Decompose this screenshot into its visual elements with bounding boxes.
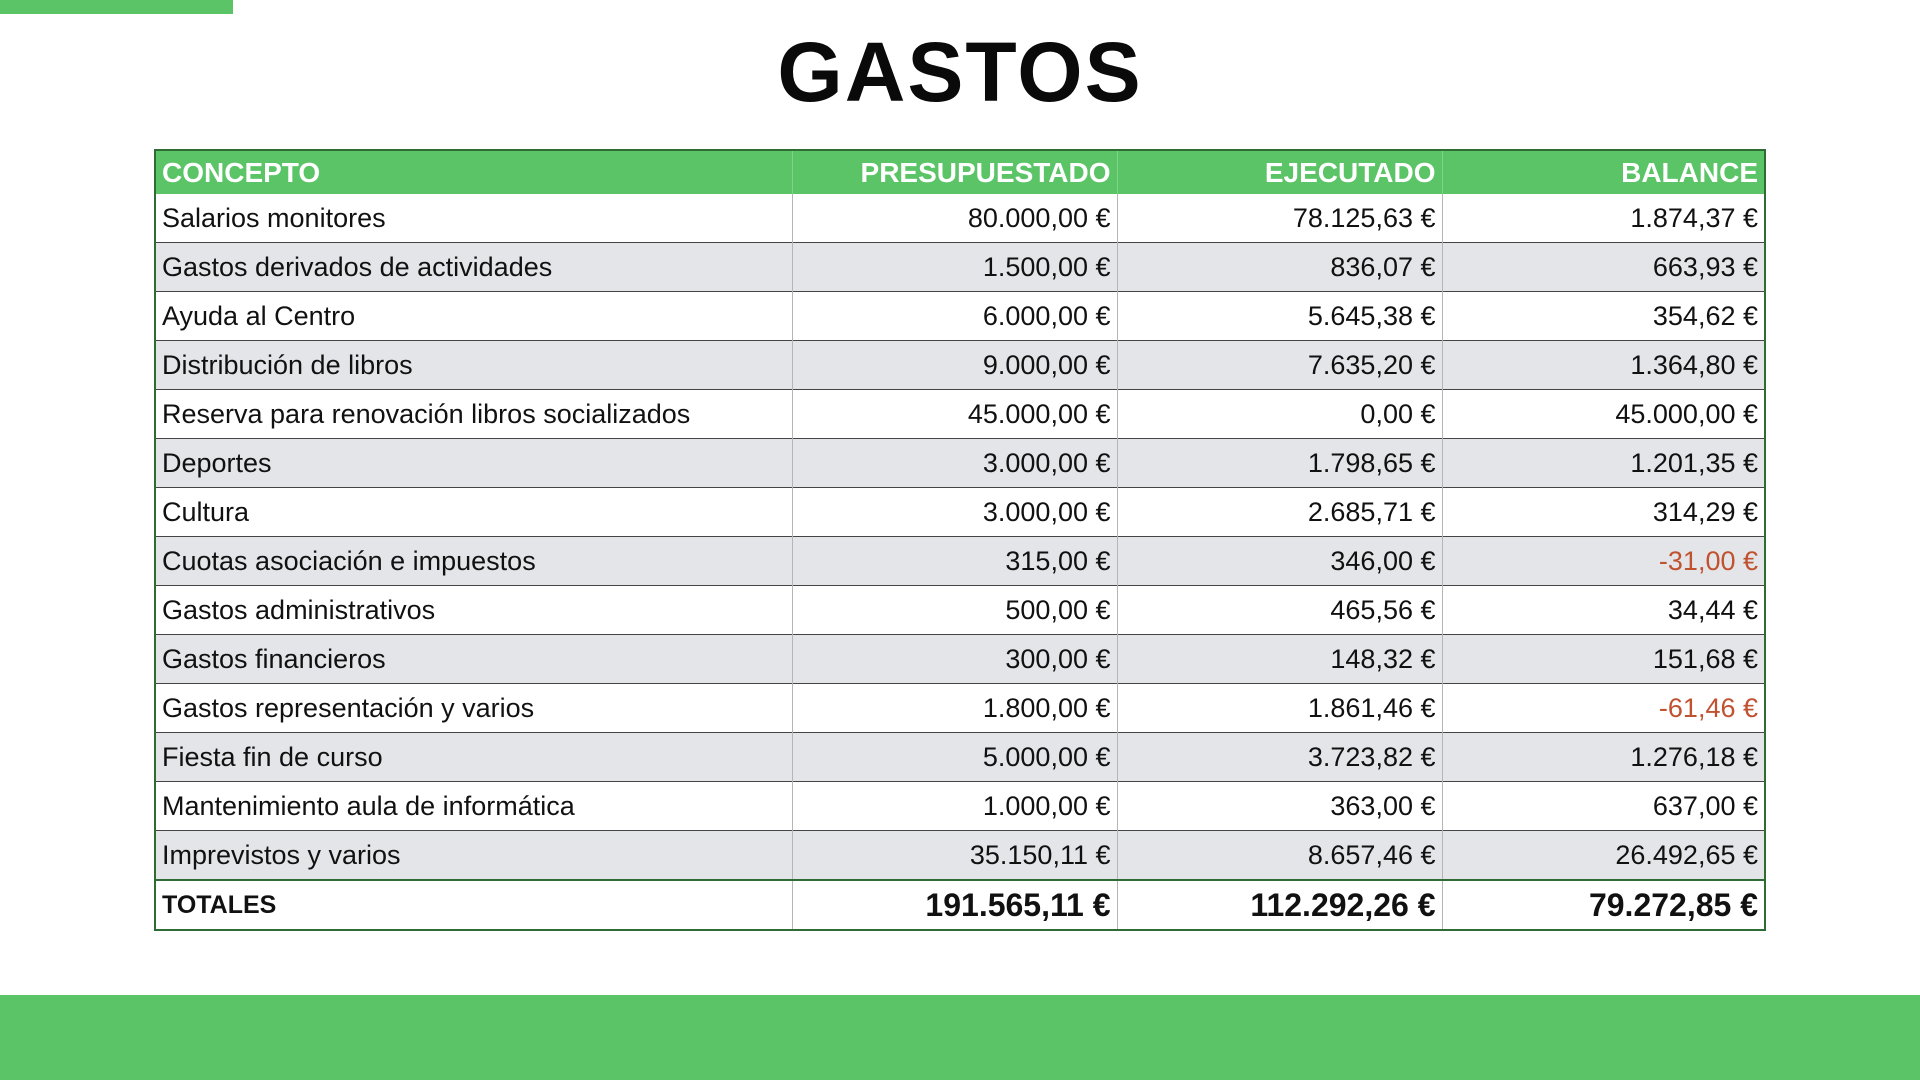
- totals-presupuestado: 191.565,11 €: [792, 880, 1117, 929]
- cell-presupuestado: 45.000,00 €: [792, 390, 1117, 439]
- cell-ejecutado: 363,00 €: [1117, 782, 1442, 831]
- cell-concepto: Fiesta fin de curso: [156, 733, 792, 782]
- cell-balance: 1.364,80 €: [1442, 341, 1764, 390]
- cell-presupuestado: 1.800,00 €: [792, 684, 1117, 733]
- cell-balance: 314,29 €: [1442, 488, 1764, 537]
- cell-presupuestado: 315,00 €: [792, 537, 1117, 586]
- cell-presupuestado: 500,00 €: [792, 586, 1117, 635]
- cell-balance: 151,68 €: [1442, 635, 1764, 684]
- cell-concepto: Deportes: [156, 439, 792, 488]
- bottom-accent-band: [0, 995, 1920, 1080]
- cell-balance: -31,00 €: [1442, 537, 1764, 586]
- cell-ejecutado: 836,07 €: [1117, 243, 1442, 292]
- table-row: [156, 684, 1764, 733]
- cell-ejecutado: 1.861,46 €: [1117, 684, 1442, 733]
- cell-concepto: Gastos derivados de actividades: [156, 243, 792, 292]
- cell-presupuestado: 80.000,00 €: [792, 194, 1117, 243]
- cell-ejecutado: 7.635,20 €: [1117, 341, 1442, 390]
- table-row: [156, 586, 1764, 635]
- table-row: [156, 782, 1764, 831]
- cell-ejecutado: 8.657,46 €: [1117, 831, 1442, 881]
- header-concepto: CONCEPTO: [156, 151, 792, 194]
- cell-ejecutado: 0,00 €: [1117, 390, 1442, 439]
- cell-concepto: Reserva para renovación libros socializados: [156, 390, 792, 439]
- cell-concepto: Salarios monitores: [162, 203, 386, 233]
- cell-balance: 45.000,00 €: [1442, 390, 1764, 439]
- cell-concepto: Gastos financieros: [156, 635, 792, 684]
- expenses-table: [156, 151, 1764, 929]
- cell-presupuestado: 35.150,11 €: [792, 831, 1117, 881]
- table-row: [156, 243, 1764, 292]
- cell-concepto: Cultura: [156, 488, 792, 537]
- header-balance: BALANCE: [1442, 151, 1764, 194]
- page-title: GASTOS: [777, 25, 1143, 119]
- cell-ejecutado: 346,00 €: [1117, 537, 1442, 586]
- cell-concepto: Imprevistos y varios: [156, 831, 792, 881]
- cell-presupuestado: 3.000,00 €: [792, 488, 1117, 537]
- table-row: [156, 537, 1764, 586]
- table-row: [156, 488, 1764, 537]
- cell-presupuestado: 9.000,00 €: [792, 341, 1117, 390]
- cell-presupuestado: 6.000,00 €: [792, 292, 1117, 341]
- expenses-table-container: [154, 149, 1766, 931]
- cell-balance: 26.492,65 €: [1442, 831, 1764, 881]
- cell-ejecutado: 3.723,82 €: [1117, 733, 1442, 782]
- table-row: [156, 341, 1764, 390]
- cell-concepto: Ayuda al Centro: [156, 292, 792, 341]
- header-presupuestado: PRESUPUESTADO: [792, 151, 1117, 194]
- cell-ejecutado: 78.125,63 €: [1117, 194, 1442, 243]
- table-row: [156, 733, 1764, 782]
- table-row: [156, 292, 1764, 341]
- table-body: [156, 194, 1764, 929]
- table-row: [156, 635, 1764, 684]
- cell-concepto: Gastos representación y varios: [156, 684, 792, 733]
- table-row: [156, 390, 1764, 439]
- cell-presupuestado: 1.500,00 €: [792, 243, 1117, 292]
- cell-presupuestado: 5.000,00 €: [792, 733, 1117, 782]
- totals-ejecutado: 112.292,26 €: [1117, 880, 1442, 929]
- totals-balance: 79.272,85 €: [1442, 880, 1764, 929]
- cell-ejecutado: 148,32 €: [1117, 635, 1442, 684]
- table-header-row: [156, 151, 1764, 194]
- table-row: [156, 194, 1764, 243]
- cell-concepto: Distribución de libros: [156, 341, 792, 390]
- cell-balance: 1.874,37 €: [1442, 194, 1764, 243]
- cell-balance: 1.201,35 €: [1442, 439, 1764, 488]
- table-row: [156, 439, 1764, 488]
- cell-concepto: Mantenimiento aula de informática: [156, 782, 792, 831]
- table-row: [156, 831, 1764, 881]
- cell-balance: -61,46 €: [1442, 684, 1764, 733]
- cell-concepto: Cuotas asociación e impuestos: [156, 537, 792, 586]
- cell-presupuestado: 3.000,00 €: [792, 439, 1117, 488]
- totals-label: TOTALES: [156, 880, 792, 929]
- cell-balance: 34,44 €: [1442, 586, 1764, 635]
- cell-balance: 354,62 €: [1442, 292, 1764, 341]
- cell-ejecutado: 5.645,38 €: [1117, 292, 1442, 341]
- cell-ejecutado: 2.685,71 €: [1117, 488, 1442, 537]
- cell-balance: 1.276,18 €: [1442, 733, 1764, 782]
- totals-row: [156, 880, 1764, 929]
- cell-ejecutado: 1.798,65 €: [1117, 439, 1442, 488]
- top-accent-bar: [0, 0, 233, 14]
- cell-concepto: Gastos administrativos: [156, 586, 792, 635]
- header-ejecutado: EJECUTADO: [1117, 151, 1442, 194]
- cell-ejecutado: 465,56 €: [1117, 586, 1442, 635]
- cell-presupuestado: 1.000,00 €: [792, 782, 1117, 831]
- cell-balance: 637,00 €: [1442, 782, 1764, 831]
- cell-balance: 663,93 €: [1442, 243, 1764, 292]
- cell-presupuestado: 300,00 €: [792, 635, 1117, 684]
